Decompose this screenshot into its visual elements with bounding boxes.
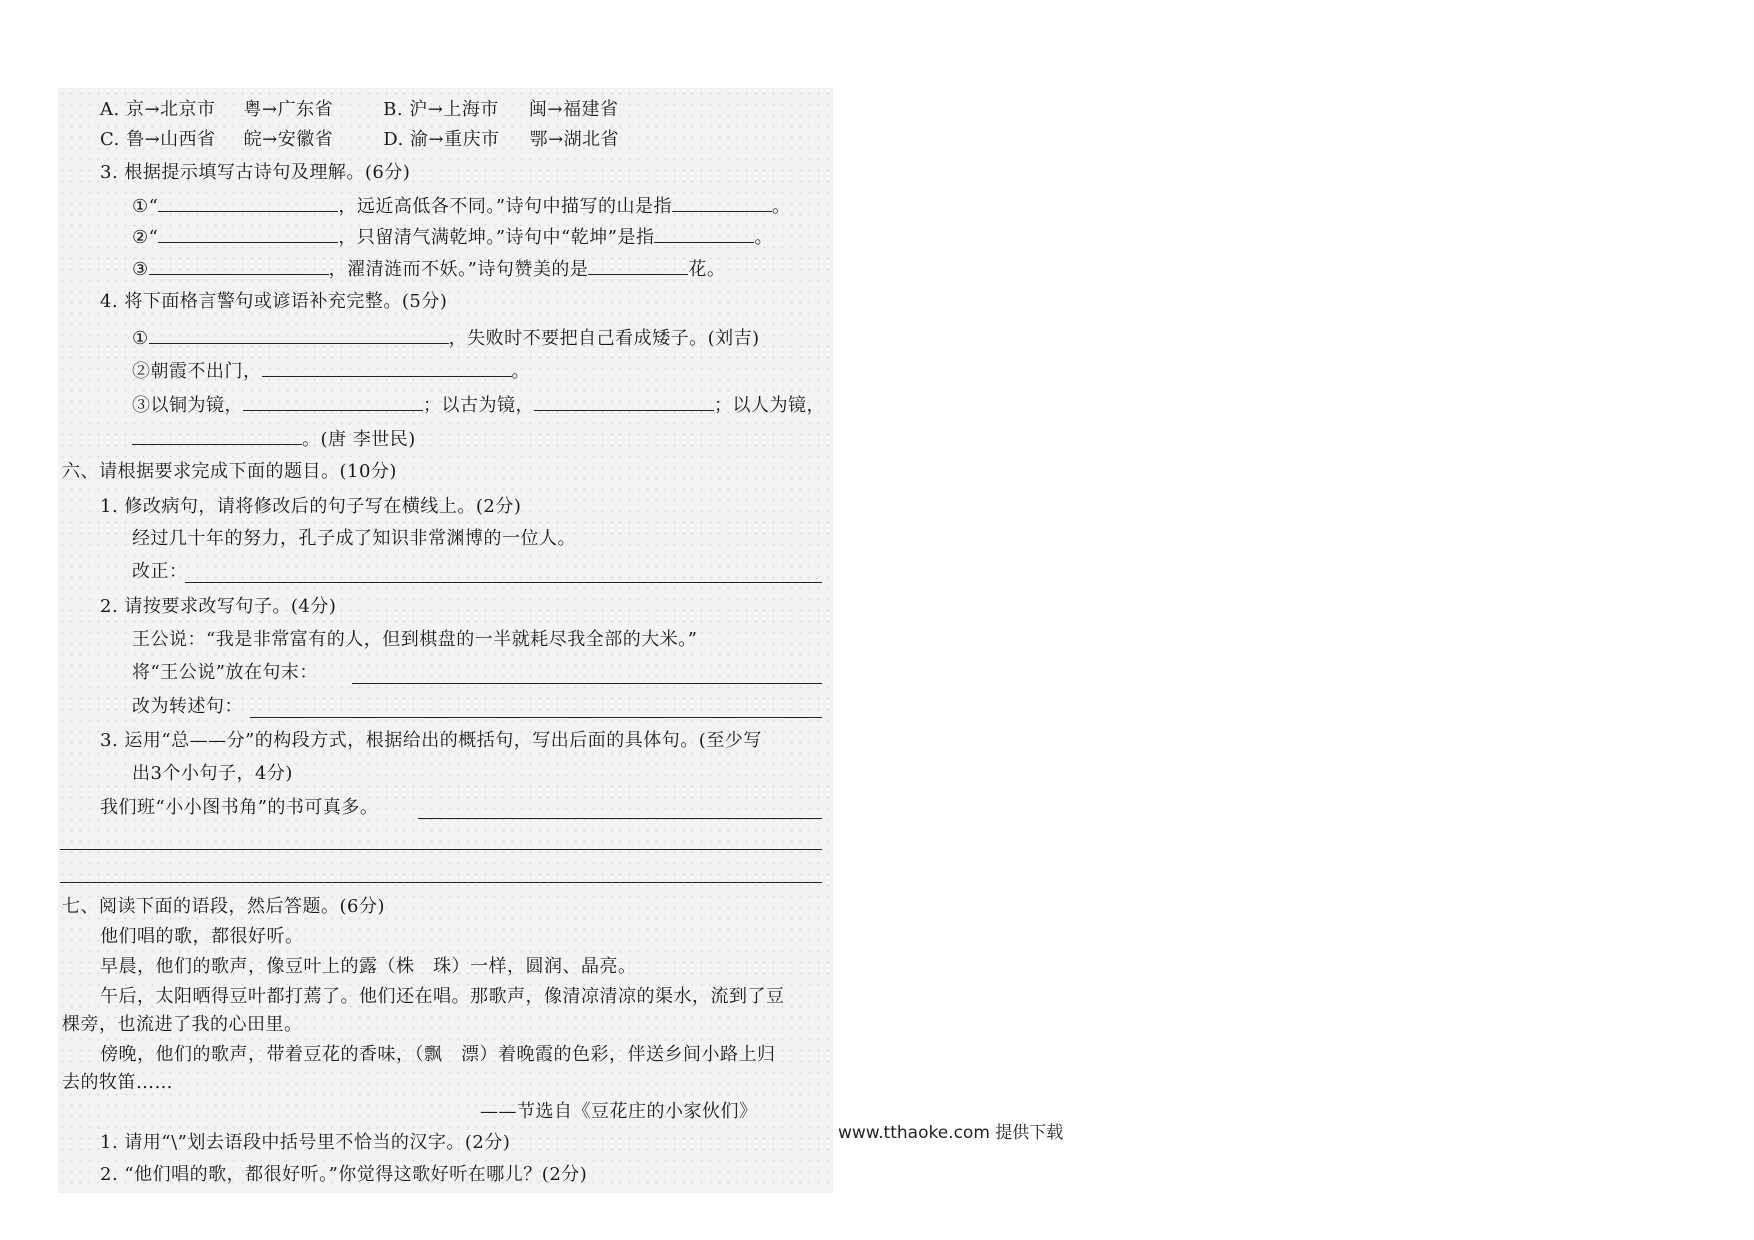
q3-line-1: [132, 193, 791, 219]
q4-l1-end: ，失败时不要把自己看成矮子。(刘吉): [448, 328, 760, 349]
s6-q1-answer-line[interactable]: [185, 582, 822, 583]
q4-l3-mid2: ；以人为镜，: [714, 395, 825, 416]
option-c1: C. 鲁→山西省: [100, 129, 216, 150]
q4-blank-3a[interactable]: [243, 392, 423, 411]
s6-q3-answer-line-1[interactable]: [418, 818, 822, 819]
q3-l3-pre: ③: [132, 259, 149, 280]
q3-blank-2a[interactable]: [158, 224, 338, 243]
s6-q3-answer-line-2[interactable]: [60, 849, 822, 850]
s7-passage-p2: 早晨，他们的歌声，像豆叶上的露（株 珠）一样，圆润、晶亮。: [100, 956, 637, 977]
q3-l1-mid: ，远近高低各不同。”诗句中描写的山是指: [338, 196, 673, 217]
s7-q2: 2. “他们唱的歌，都很好听。”你觉得这歌好听在哪儿？(2分): [100, 1164, 588, 1185]
s6-q2-a-label: 将“王公说”放在句末：: [132, 662, 318, 683]
q4-line-1: [132, 325, 760, 351]
q3-l1-end: 。: [772, 196, 791, 217]
option-row-cd: [100, 128, 619, 152]
q3-l1-pre: ①“: [132, 196, 159, 217]
q3-line-3: [132, 256, 725, 282]
q3-blank-1a[interactable]: [158, 193, 338, 212]
s7-source: ——节选自《豆花庄的小家伙们》: [480, 1101, 758, 1122]
option-d1: D. 渝→重庆市: [383, 129, 500, 150]
q4-title: 4. 将下面格言警句或谚语补充完整。(5分): [100, 291, 448, 312]
q4-blank-3b[interactable]: [534, 392, 714, 411]
q3-line-2: [132, 224, 773, 250]
s7-passage-p1: 他们唱的歌，都很好听。: [100, 926, 304, 947]
s6-q3-line-1: 3. 运用“总——分”的构段方式，根据给出的概括句，写出后面的具体句。(至少写: [100, 730, 762, 751]
q4-l4-end: 。(唐 李世民): [302, 429, 416, 450]
q3-l3-end: 花。: [688, 259, 726, 280]
s6-q2-b-label: 改为转述句：: [132, 696, 243, 717]
s6-q3-answer-line-3[interactable]: [60, 882, 822, 883]
s6-q1-sentence: 经过几十年的努力，孔子成了知识非常渊博的一位人。: [132, 528, 576, 549]
q3-l2-end: 。: [754, 227, 773, 248]
q4-l3-pre: ③以铜为镜，: [132, 395, 243, 416]
s6-q2-sentence: 王公说：“我是非常富有的人，但到棋盘的一半就耗尽我全部的大米。”: [132, 629, 698, 650]
q3-blank-3a[interactable]: [149, 256, 329, 275]
q4-line-3: [132, 392, 825, 418]
q4-blank-2[interactable]: [262, 358, 512, 377]
s7-passage-p3b: 棵旁，也流进了我的心田里。: [62, 1014, 303, 1035]
q4-blank-1[interactable]: [149, 325, 449, 344]
q4-l2-pre: ②朝霞不出门，: [132, 361, 262, 382]
s7-q1: 1. 请用“\”划去语段中括号里不恰当的汉字。(2分): [100, 1132, 511, 1153]
option-a1: A. 京→北京市: [100, 99, 216, 120]
q4-blank-4[interactable]: [132, 426, 302, 445]
s6-q2-a-answer-line[interactable]: [352, 683, 822, 684]
s6-q3-prompt: 我们班“小小图书角”的书可真多。: [100, 797, 379, 818]
watermark[interactable]: www.tthaoke.com 提供下载: [838, 1123, 1064, 1143]
option-b2: 闽→福建省: [528, 99, 619, 120]
q4-line-4: [132, 426, 416, 452]
s7-passage-p3a: 午后，太阳晒得豆叶都打蔫了。他们还在唱。那歌声，像清凉清凉的渠水，流到了豆: [100, 986, 785, 1007]
option-c2: 皖→安徽省: [243, 129, 334, 150]
q3-blank-2b[interactable]: [654, 224, 754, 243]
q3-l2-mid: ，只留清气满乾坤。”诗句中“乾坤”是指: [338, 227, 655, 248]
s6-q2-b-answer-line[interactable]: [250, 717, 822, 718]
q3-blank-1b[interactable]: [672, 193, 772, 212]
s6-q3-line-2: 出3个小句子，4分): [132, 763, 293, 784]
s6-q2: 2. 请按要求改写句子。(4分): [100, 596, 337, 617]
q4-l1-pre: ①: [132, 328, 149, 349]
q3-blank-3b[interactable]: [588, 256, 688, 275]
section-6-heading: 六、请根据要求完成下面的题目。(10分): [62, 461, 397, 482]
option-d2: 鄂→湖北省: [529, 129, 620, 150]
s6-q1-fix-label: 改正：: [132, 561, 188, 582]
q3-title: 3. 根据提示填写古诗句及理解。(6分): [100, 162, 411, 183]
s6-q1: 1. 修改病句，请将修改后的句子写在横线上。(2分): [100, 496, 522, 517]
q4-line-2: [132, 358, 530, 384]
q3-l2-pre: ②“: [132, 227, 159, 248]
q3-l3-mid: ，濯清涟而不妖。”诗句赞美的是: [328, 259, 589, 280]
q4-l3-mid1: ；以古为镜，: [423, 395, 534, 416]
q4-l2-end: 。: [511, 361, 530, 382]
s7-passage-p4a: 傍晚，他们的歌声，带着豆花的香味，（飘 漂）着晚霞的色彩，伴送乡间小路上归: [100, 1044, 776, 1065]
s7-passage-p4b: 去的牧笛……: [62, 1072, 173, 1093]
section-7-heading: 七、阅读下面的语段，然后答题。(6分): [62, 896, 385, 917]
option-row-ab: [100, 98, 618, 122]
option-b1: B. 沪→上海市: [383, 99, 499, 120]
option-a2: 粤→广东省: [243, 99, 334, 120]
